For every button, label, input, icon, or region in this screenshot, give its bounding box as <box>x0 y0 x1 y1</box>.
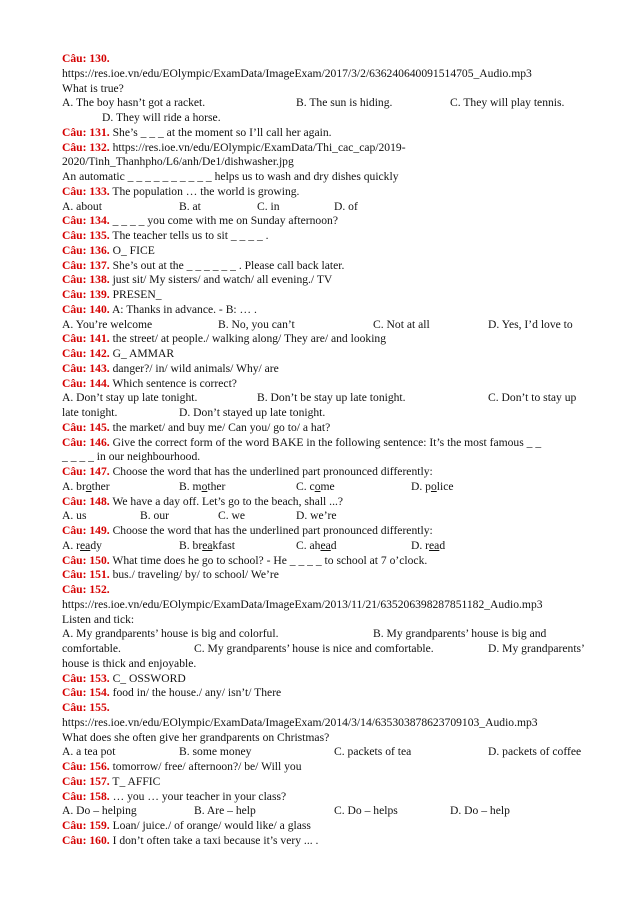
question-label: Câu: 148. <box>62 494 110 508</box>
question-134 <box>62 214 602 229</box>
option-text: A. br <box>62 479 86 493</box>
question-130 <box>62 52 602 67</box>
option-b[interactable]: B. some money <box>179 745 252 759</box>
question-text: Loan/ juice./ of orange/ would like/ a glass <box>112 819 311 832</box>
option-text: D. r <box>411 538 430 552</box>
audio-link[interactable]: https://res.ioe.vn/edu/EOlympic/ExamData/ImageExam/2014/3/14/635303878623709103_Audio.mp3 <box>62 715 538 729</box>
option-text: d <box>330 538 337 552</box>
option-text: d <box>439 538 446 552</box>
question-153 <box>62 672 602 687</box>
question-136 <box>62 244 602 259</box>
question-label: Câu: 143. <box>62 361 110 375</box>
image-link[interactable]: https://res.ioe.vn/edu/EOlympic/ExamData/Thi_cac_cap/2019- <box>112 140 406 154</box>
audio-link[interactable]: https://res.ioe.vn/edu/EOlympic/ExamData/ImageExam/2013/11/21/635206398287851182_Audio.mp3 <box>62 597 543 611</box>
question-label: Câu: 147. <box>62 465 110 478</box>
option-b[interactable]: B. My grandparents’ house is big and <box>373 627 547 641</box>
question-text: … you … your teacher in your class? <box>112 789 287 803</box>
question-text-continued: _ _ _ _ in our neighbourhood. <box>62 450 201 464</box>
question-label: Câu: 135. <box>62 229 110 242</box>
question-141 <box>62 332 602 347</box>
question-155 <box>62 701 602 716</box>
option-d[interactable]: D. Don’t stayed up late tonight. <box>179 406 326 419</box>
question-text: Choose the word that has the underlined part pronounced differently: <box>112 465 433 478</box>
option-text: me <box>320 479 335 493</box>
question-142 <box>62 347 602 362</box>
question-text: A: Thanks in advance. - B: … . <box>111 302 257 316</box>
question-text: the market/ and buy me/ Can you/ go to/ a hat? <box>112 420 331 434</box>
option-d-continued[interactable]: house is thick and enjoyable. <box>62 656 197 670</box>
question-text: _ _ _ _ you come with me on Sunday afternoon? <box>112 214 338 228</box>
options-row <box>62 804 602 819</box>
option-a[interactable] <box>62 480 110 495</box>
question-150 <box>62 554 602 569</box>
question-label: Câu: 156. <box>62 760 110 773</box>
question-label: Câu: 136. <box>62 243 110 257</box>
question-160 <box>62 834 602 849</box>
option-b[interactable]: B. The sun is hiding. <box>296 96 393 110</box>
question-label: Câu: 140. <box>62 302 110 316</box>
option-c-continued[interactable]: late tonight. <box>62 406 118 419</box>
question-text: tomorrow/ free/ afternoon?/ be/ Will you <box>112 760 302 773</box>
option-a[interactable]: A. You’re welcome <box>62 317 153 331</box>
option-b-continued[interactable]: comfortable. <box>62 642 121 655</box>
option-text: dy <box>90 538 102 552</box>
option-text: C. ah <box>296 538 321 552</box>
option-c[interactable]: C. we <box>218 509 246 523</box>
option-a[interactable]: A. Do – helping <box>62 804 137 818</box>
question-label: Câu: 153. <box>62 671 110 685</box>
question-text: Which sentence is correct? <box>112 376 237 390</box>
question-label: Câu: 158. <box>62 789 110 803</box>
question-label: Câu: 142. <box>62 347 110 360</box>
question-label: Câu: 150. <box>62 553 110 567</box>
option-b[interactable] <box>179 480 225 495</box>
option-b[interactable]: B. at <box>179 199 201 213</box>
audio-link[interactable]: https://res.ioe.vn/edu/EOlympic/ExamData/ImageExam/2017/3/2/636240640091514705_Audio.mp3 <box>62 66 532 80</box>
question-text: She’s _ _ _ at the moment so I’ll call her again. <box>112 125 332 139</box>
option-text: ther <box>207 479 226 493</box>
underlined-part: ea <box>320 538 331 552</box>
option-d[interactable] <box>411 539 445 554</box>
question-text: just sit/ My sisters/ and watch/ all evening./ TV <box>112 273 333 287</box>
option-text: kfast <box>212 538 236 552</box>
question-154 <box>62 686 602 701</box>
underlined-part: ea <box>202 538 213 552</box>
options-row <box>62 96 602 111</box>
question-label: Câu: 138. <box>62 273 110 287</box>
question-133 <box>62 185 602 200</box>
question-text: What is true? <box>62 81 124 95</box>
question-144 <box>62 377 602 392</box>
question-137 <box>62 259 602 274</box>
question-135 <box>62 229 602 244</box>
option-d[interactable]: D. of <box>334 199 358 213</box>
option-text: C. c <box>296 479 315 493</box>
option-b[interactable]: B. Don’t be stay up late tonight. <box>257 391 406 405</box>
question-138 <box>62 273 602 288</box>
question-text: We have a day off. Let’s go to the beach, shall ...? <box>112 494 344 508</box>
question-149 <box>62 524 602 539</box>
underlined-part: o <box>85 479 92 493</box>
question-159 <box>62 819 602 834</box>
question-151 <box>62 568 602 583</box>
question-text: bus./ traveling/ by/ to school/ We’re <box>112 568 279 582</box>
option-a[interactable]: A. a tea pot <box>62 745 116 759</box>
option-a[interactable]: A. us <box>62 509 87 523</box>
option-b[interactable]: B. No, you can’t <box>218 317 295 331</box>
options-row <box>62 539 602 554</box>
question-text: The population … the world is growing. <box>112 184 300 198</box>
question-152 <box>62 583 602 598</box>
question-140 <box>62 303 602 318</box>
option-d[interactable]: D. They will ride a horse. <box>102 111 221 124</box>
option-d[interactable]: D. Do – help <box>450 804 510 818</box>
question-label: Câu: 137. <box>62 258 110 272</box>
question-label: Câu: 154. <box>62 686 110 700</box>
question-text: The teacher tells us to sit _ _ _ _ . <box>112 229 269 242</box>
options-row <box>62 627 602 642</box>
question-text: PRESEN_ <box>112 288 162 301</box>
question-text: food in/ the house./ any/ isn’t/ There <box>112 686 282 700</box>
option-text: lice <box>436 479 454 493</box>
question-label: Câu: 133. <box>62 184 110 198</box>
question-text: Choose the word that has the underlined part pronounced differently: <box>112 524 433 537</box>
question-146 <box>62 436 602 451</box>
question-label: Câu: 159. <box>62 819 110 832</box>
option-c[interactable]: C. packets of tea <box>334 745 412 759</box>
option-c[interactable] <box>296 539 337 554</box>
underlined-part: ea <box>429 538 440 552</box>
exam-page <box>62 52 602 849</box>
underlined-part: o <box>201 479 208 493</box>
option-a[interactable]: A. My grandparents’ house is big and colorful. <box>62 627 279 641</box>
question-147 <box>62 465 602 480</box>
question-text: Give the correct form of the word BAKE in the following sentence: It’s the most famous _ _ <box>112 435 542 449</box>
options-row <box>62 200 602 215</box>
question-text: G_ AMMAR <box>112 347 175 360</box>
option-c[interactable]: C. They will play tennis. <box>450 96 565 110</box>
option-a[interactable] <box>62 539 102 554</box>
option-b[interactable]: B. Are – help <box>194 804 256 818</box>
question-label: Câu: 151. <box>62 568 110 582</box>
question-139 <box>62 288 602 303</box>
question-label: Câu: 157. <box>62 774 110 788</box>
question-label: Câu: 145. <box>62 420 110 434</box>
option-text: D. p <box>411 479 431 493</box>
question-text: I don’t often take a taxi because it’s very ... . <box>112 833 319 847</box>
question-label: Câu: 131. <box>62 125 110 139</box>
question-label: Câu: 152. <box>62 583 110 596</box>
option-c[interactable]: C. Not at all <box>373 317 430 331</box>
options-row <box>62 509 602 524</box>
option-a[interactable]: A. about <box>62 199 102 213</box>
question-158 <box>62 790 602 805</box>
underlined-part: o <box>430 479 437 493</box>
option-a[interactable]: A. The boy hasn’t got a racket. <box>62 96 206 110</box>
question-text: What does she often give her grandparents on Christmas? <box>62 730 330 744</box>
question-label: Câu: 149. <box>62 524 110 537</box>
option-b[interactable]: B. our <box>140 509 169 523</box>
question-text: O_ FICE <box>112 243 155 257</box>
option-text: B. m <box>179 479 202 493</box>
question-131 <box>62 126 602 141</box>
option-text: ther <box>91 479 110 493</box>
question-label: Câu: 155. <box>62 701 110 714</box>
question-text: Listen and tick: <box>62 612 135 626</box>
question-text: the street/ at people./ walking along/ They are/ and looking <box>112 332 387 346</box>
question-text: What time does he go to school? - He _ _ _ _ to school at 7 o’clock. <box>112 553 428 567</box>
question-156 <box>62 760 602 775</box>
option-d[interactable]: D. My grandparents’ <box>488 642 585 655</box>
option-d[interactable] <box>411 480 454 495</box>
options-row <box>62 318 602 333</box>
question-text: An automatic _ _ _ _ _ _ _ _ _ _ helps us to wash and dry dishes quickly <box>62 170 399 183</box>
question-text: T_ AFFIC <box>112 774 161 788</box>
option-text: A. r <box>62 538 81 552</box>
options-row <box>62 642 602 657</box>
question-text: danger?/ in/ wild animals/ Why/ are <box>112 361 279 375</box>
options-row <box>62 406 602 421</box>
option-d[interactable]: D. Yes, I’d love to <box>488 317 573 331</box>
question-145 <box>62 421 602 436</box>
question-157 <box>62 775 602 790</box>
question-text: C_ OSSWORD <box>112 671 186 685</box>
underlined-part: o <box>314 479 321 493</box>
question-label: Câu: 130. <box>62 52 110 65</box>
options-row <box>62 745 602 760</box>
question-label: Câu: 160. <box>62 833 110 847</box>
question-label: Câu: 146. <box>62 435 110 449</box>
options-row <box>62 391 602 406</box>
question-label: Câu: 139. <box>62 288 110 301</box>
question-label: Câu: 141. <box>62 332 110 346</box>
options-row <box>62 480 602 495</box>
question-text: She’s out at the _ _ _ _ _ _ . Please call back later. <box>112 258 345 272</box>
option-c[interactable]: C. My grandparents’ house is nice and comfortable. <box>194 642 434 655</box>
question-label: Câu: 132. <box>62 140 110 154</box>
question-132 <box>62 141 602 156</box>
question-148 <box>62 495 602 510</box>
option-c[interactable]: C. Do – helps <box>334 804 398 818</box>
option-a[interactable]: A. Don’t stay up late tonight. <box>62 391 198 405</box>
question-143 <box>62 362 602 377</box>
underlined-part: ea <box>80 538 91 552</box>
image-link-continued[interactable]: 2020/Tinh_Thanhpho/L6/anh/De1/dishwasher.jpg <box>62 155 294 169</box>
option-c[interactable] <box>296 480 335 495</box>
option-text: B. br <box>179 538 203 552</box>
question-label: Câu: 144. <box>62 376 110 390</box>
option-c[interactable]: C. Don’t to stay up <box>488 391 577 405</box>
option-d[interactable]: D. we’re <box>296 509 337 523</box>
option-b[interactable] <box>179 539 235 554</box>
option-c[interactable]: C. in <box>257 199 280 213</box>
option-d[interactable]: D. packets of coffee <box>488 745 582 759</box>
question-label: Câu: 134. <box>62 214 110 228</box>
